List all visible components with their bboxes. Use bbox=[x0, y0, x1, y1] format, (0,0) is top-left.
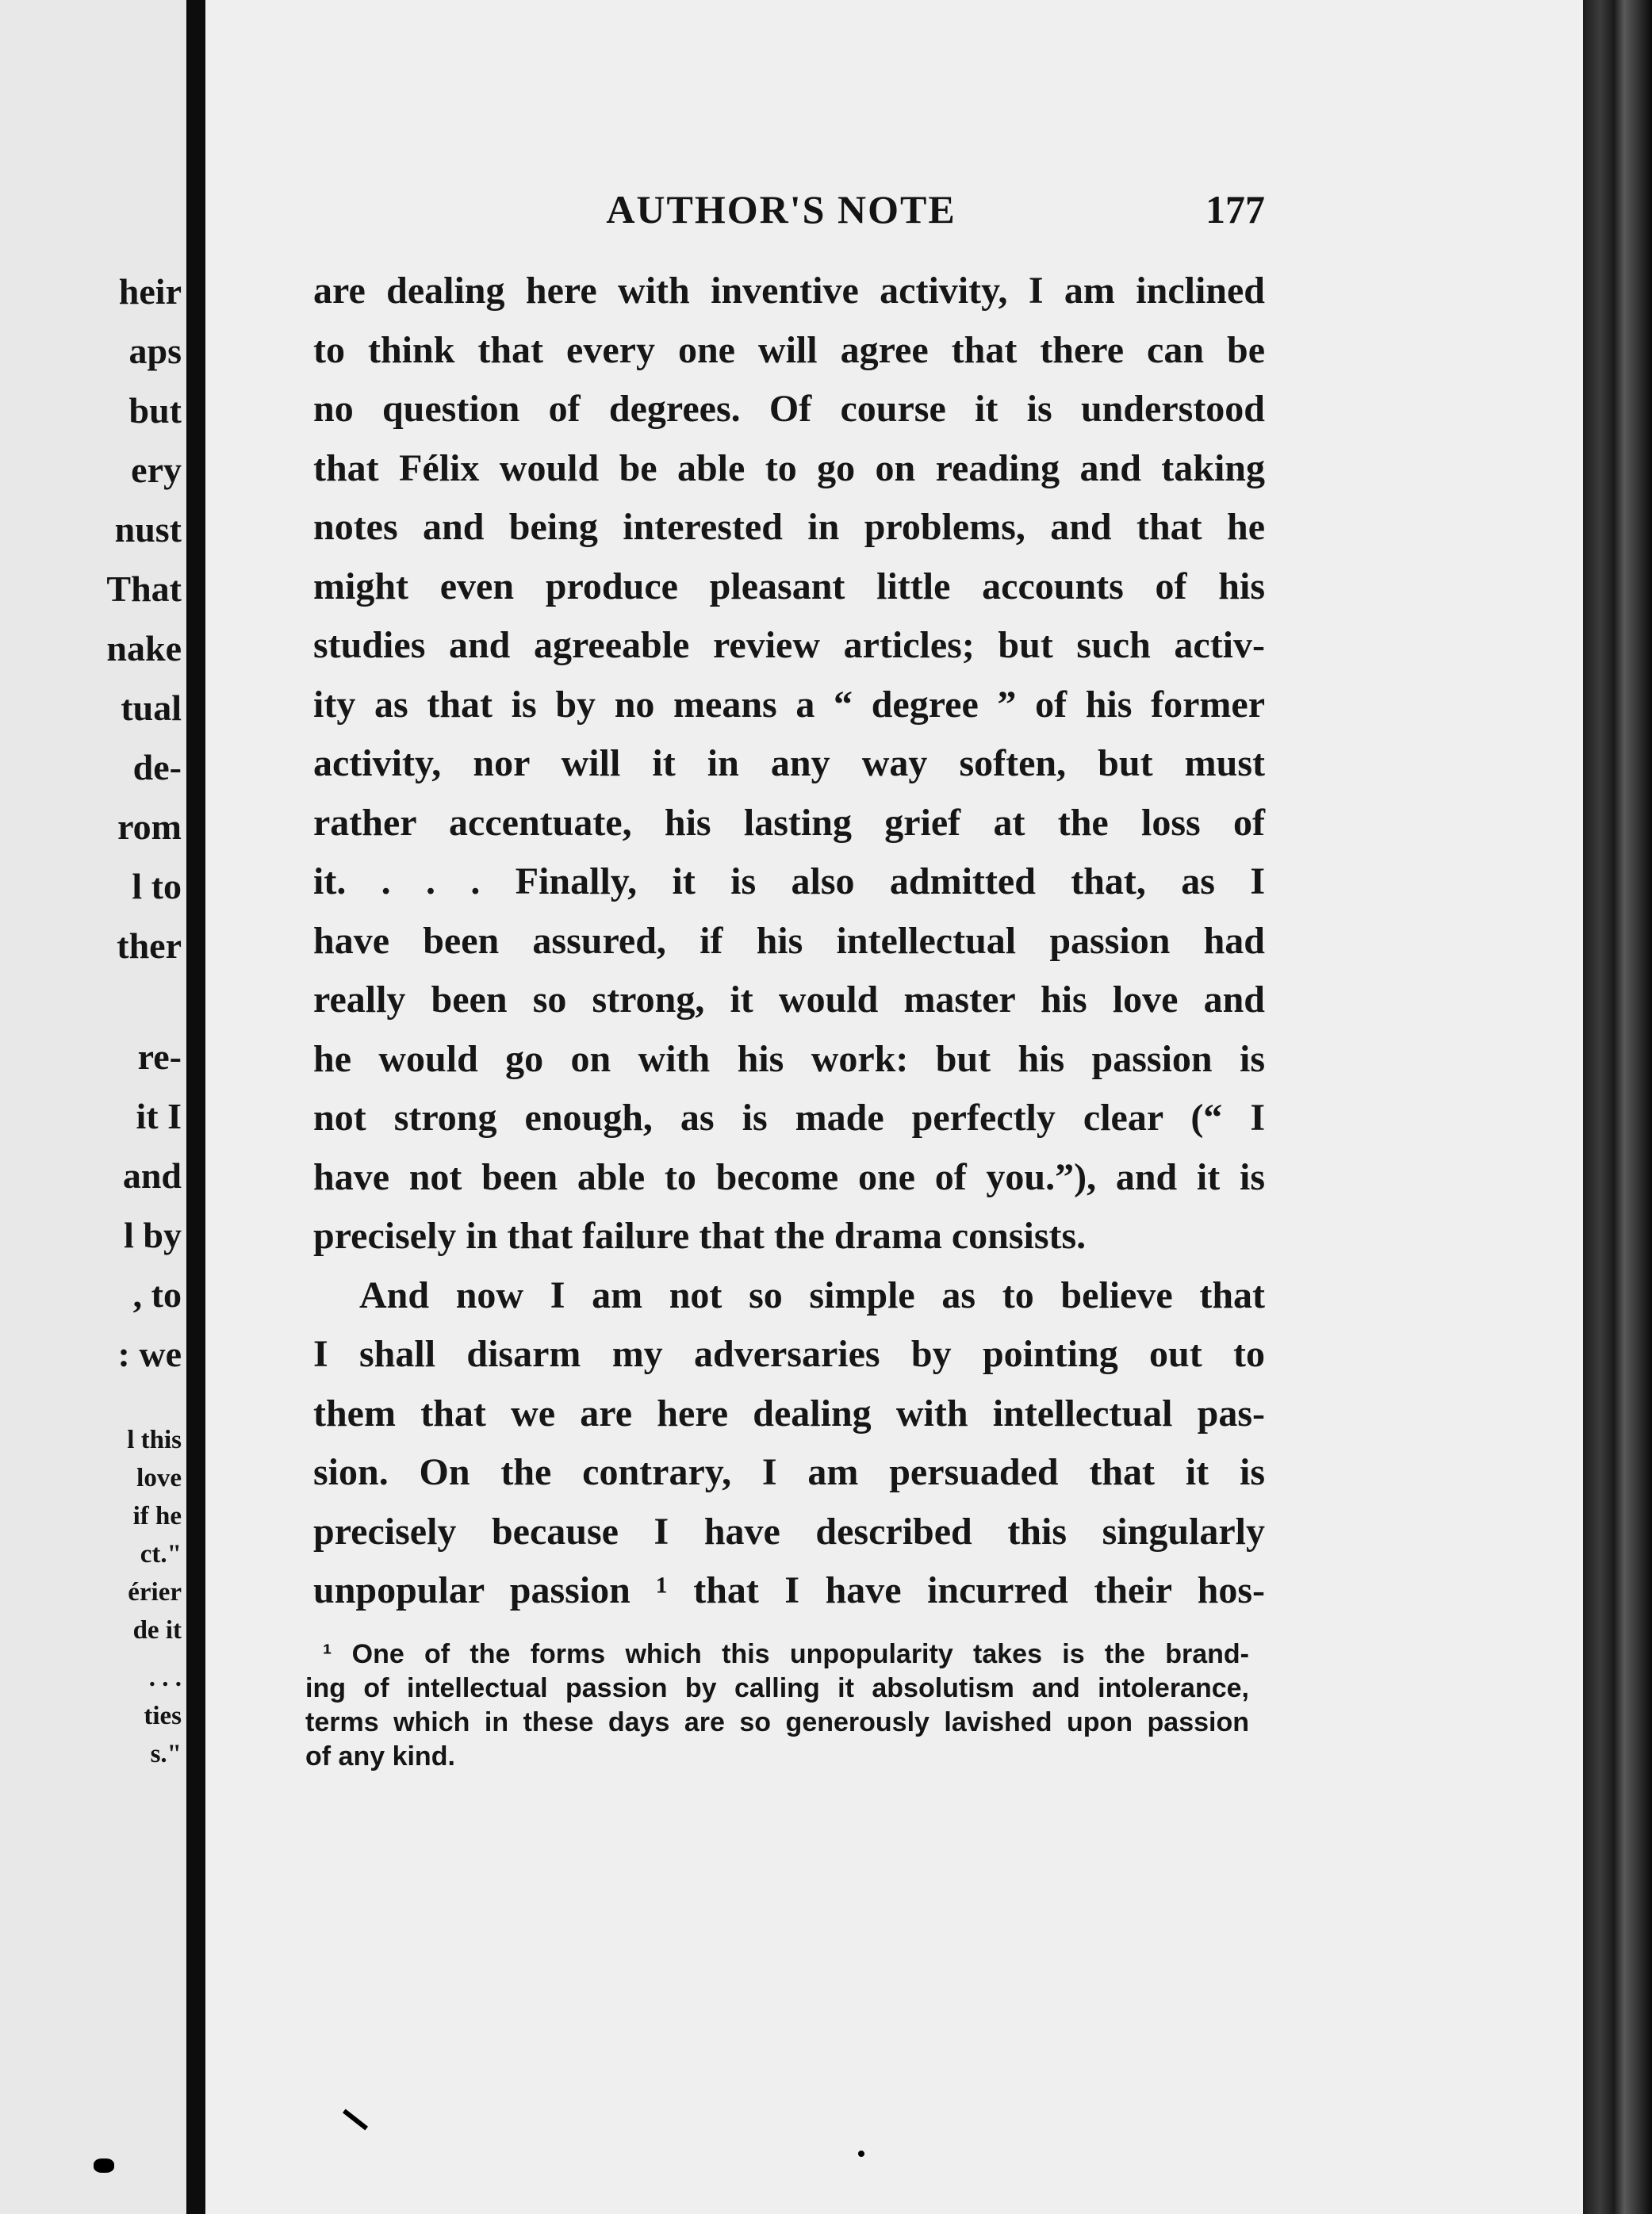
facing-page-fragment: l to bbox=[132, 866, 182, 906]
text-line: he would go on with his work: but his passion is bbox=[313, 1037, 1265, 1080]
facing-page-footnote-fragment: s." bbox=[150, 1740, 182, 1768]
footnote-line: of any kind. bbox=[305, 1741, 455, 1772]
facing-page-fragment: it I bbox=[136, 1096, 182, 1136]
text-line: sion. On the contrary, I am persuaded that it is bbox=[313, 1451, 1265, 1493]
facing-page-fragment: but bbox=[128, 390, 182, 431]
text-line: ity as that is by no means a “ degree ” of his former bbox=[313, 683, 1265, 726]
text-line: might even produce pleasant little accounts of his bbox=[313, 565, 1265, 607]
text-line: them that we are here dealing with intellectual pas- bbox=[313, 1392, 1265, 1435]
page-number: 177 bbox=[1205, 187, 1265, 232]
text-line: to think that every one will agree that there can be bbox=[313, 328, 1265, 371]
facing-page-footnote-fragment: de it bbox=[132, 1616, 182, 1645]
facing-page-fragment: ery bbox=[131, 450, 182, 490]
text-line: are dealing here with inventive activity, I am inclined bbox=[313, 270, 1265, 312]
facing-page-fragment: heir bbox=[118, 271, 182, 312]
facing-page-footnote-fragment: ct." bbox=[140, 1540, 182, 1569]
facing-page-fragment: ther bbox=[117, 925, 182, 966]
text-line: no question of degrees. Of course it is understood bbox=[313, 388, 1265, 430]
text-line: that Félix would be able to go on reading and taking bbox=[313, 446, 1265, 489]
facing-page-fragment: re- bbox=[137, 1036, 182, 1077]
facing-page-fragment: nake bbox=[106, 628, 182, 668]
scan-speck bbox=[858, 2151, 864, 2157]
text-line: have been assured, if his intellectual passion had bbox=[313, 919, 1265, 962]
facing-page-fragment: rom bbox=[117, 806, 182, 847]
footnote-line: ing of intellectual passion by calling it absolutism and intolerance, bbox=[305, 1673, 1249, 1703]
running-head: AUTHOR'S NOTE bbox=[606, 187, 956, 232]
text-line: precisely because I have described this singularly bbox=[313, 1510, 1265, 1553]
facing-page-fragment: and bbox=[122, 1155, 182, 1196]
facing-page-fragment: , to bbox=[132, 1274, 182, 1315]
facing-page-fragment: nust bbox=[114, 509, 182, 550]
facing-page-footnote-fragment: ties bbox=[144, 1702, 182, 1730]
facing-page-footnote-fragment: l this bbox=[127, 1426, 182, 1454]
text-line: precisely in that failure that the drama consists. bbox=[313, 1215, 1087, 1257]
text-line: I shall disarm my adversaries by pointing out to bbox=[313, 1333, 1265, 1375]
text-line: studies and agreeable review articles; but such activ- bbox=[313, 624, 1265, 666]
facing-page-fragment: l by bbox=[124, 1215, 182, 1255]
footnote-line: terms which in these days are so generously lavished upon passion bbox=[305, 1707, 1249, 1737]
footnote-line: ¹ One of the forms which this unpopularity takes is the brand- bbox=[323, 1639, 1249, 1669]
facing-page-footnote-fragment: if he bbox=[132, 1502, 182, 1530]
text-line: rather accentuate, his lasting grief at the loss of bbox=[313, 801, 1265, 844]
text-line: have not been able to become one of you.”), and it is bbox=[313, 1155, 1265, 1198]
facing-page-edge bbox=[0, 0, 186, 2214]
text-line: notes and being interested in problems, and that he bbox=[313, 506, 1265, 548]
facing-page-footnote-fragment: . . . bbox=[148, 1664, 182, 1692]
facing-page-footnote-fragment: love bbox=[136, 1464, 182, 1492]
facing-page-fragment: de- bbox=[132, 747, 182, 787]
text-line: it. . . . Finally, it is also admitted that, as I bbox=[313, 860, 1265, 902]
paragraph-2 bbox=[313, 1266, 1265, 1621]
paragraph-1 bbox=[313, 262, 1265, 1266]
text-line: And now I am not so simple as to believe that bbox=[359, 1274, 1265, 1316]
facing-page-fragment: aps bbox=[128, 331, 182, 371]
scan-speck bbox=[94, 2158, 114, 2173]
text-line: really been so strong, it would master his love and bbox=[313, 979, 1265, 1021]
footnote bbox=[305, 1638, 1249, 1774]
book-gutter bbox=[186, 0, 205, 2214]
facing-page-footnote-fragment: érier bbox=[128, 1578, 182, 1607]
facing-page-fragment: : we bbox=[117, 1334, 182, 1374]
page-edge-shadow bbox=[1583, 0, 1652, 2214]
text-line: unpopular passion ¹ that I have incurred their hos- bbox=[313, 1569, 1265, 1611]
facing-page-fragment: That bbox=[106, 569, 182, 609]
text-line: activity, nor will it in any way soften, but must bbox=[313, 742, 1265, 784]
facing-page-fragment: tual bbox=[121, 688, 182, 728]
text-line: not strong enough, as is made perfectly clear (“ I bbox=[313, 1097, 1265, 1139]
page-header bbox=[297, 186, 1265, 242]
page-body bbox=[313, 262, 1265, 1621]
